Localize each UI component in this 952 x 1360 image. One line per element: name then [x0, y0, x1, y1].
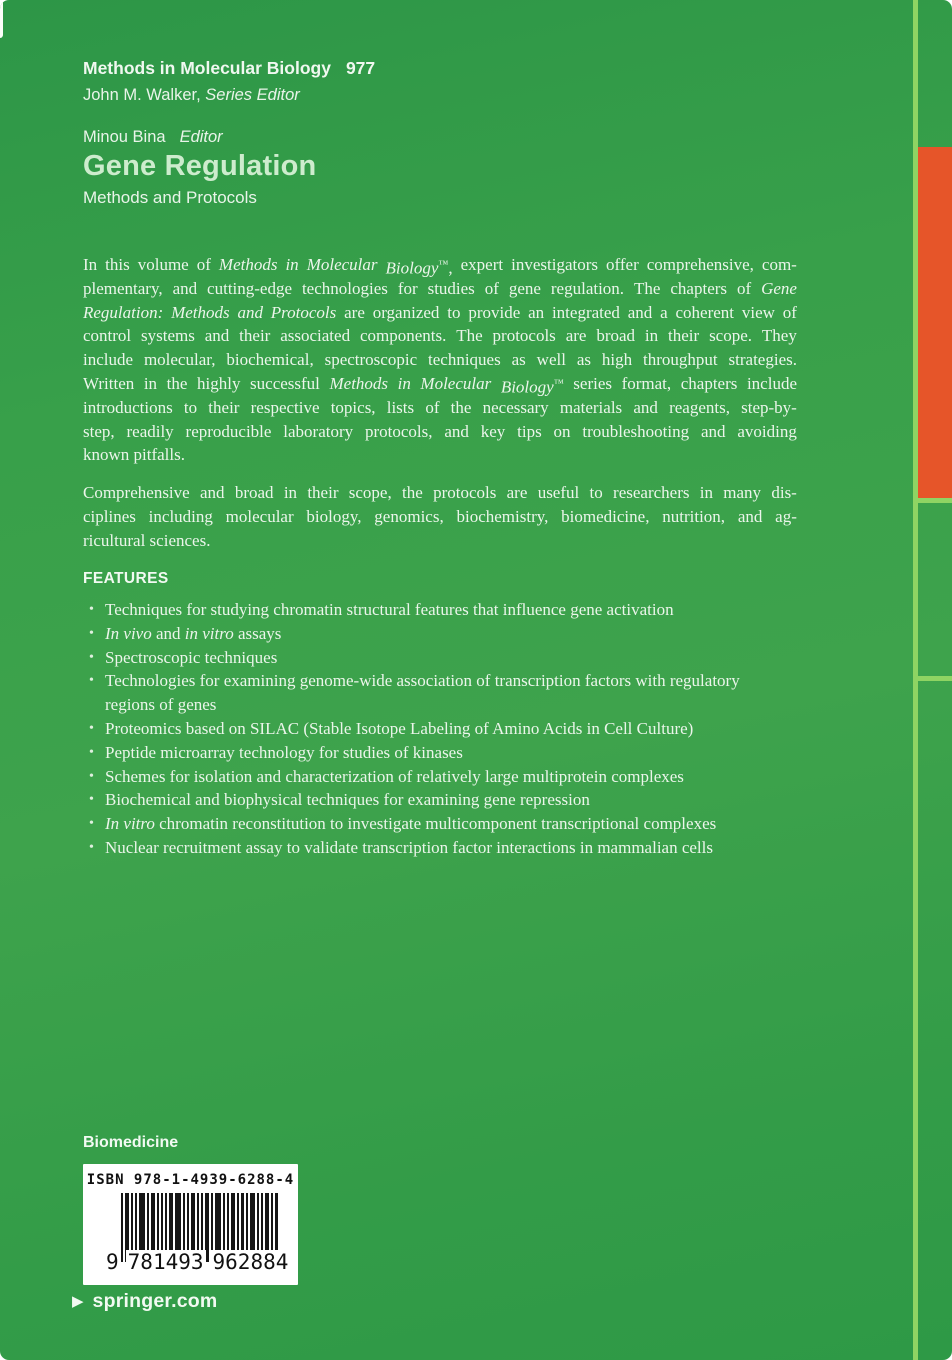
book-editor-name: Minou Bina	[83, 128, 166, 146]
feature-item: • Proteomics based on SILAC (Stable Isotope Labeling of Amino Acids in Cell Culture)	[83, 717, 755, 741]
text-line: Comprehensive and broad in their scope, the protocols are useful to researchers in many dis-	[83, 483, 797, 503]
feature-item: • Peptide microarray technology for studies of kinases	[83, 741, 755, 765]
bullet-icon: •	[89, 792, 94, 808]
text-line: known pitfalls.	[83, 445, 185, 465]
ean-digits	[104, 1250, 290, 1275]
text-line: plementary, and cutting-edge technologies for studies of gene regulation. The chapters of Gene	[83, 278, 797, 298]
header	[83, 58, 803, 208]
bullet-icon: •	[89, 839, 94, 855]
features-section	[83, 570, 783, 860]
paragraph	[83, 481, 797, 552]
feature-item: • Biochemical and biophysical techniques for examining gene repression	[83, 788, 755, 812]
feature-item: • In vivo and in vitro assays	[83, 622, 755, 646]
book-title: Gene Regulation	[83, 150, 317, 182]
text-line: In this volume of Methods in Molecular Biology™, expert investigators offer comprehensive, com-	[83, 255, 797, 278]
feature-item: • Schemes for isolation and characterization of relatively large multiprotein complexes	[83, 765, 755, 789]
features-heading: FEATURES	[83, 570, 169, 587]
feature-item: • Technologies for examining genome-wide association of transcription factors with regulatory regions of genes	[89, 671, 740, 715]
description	[83, 253, 797, 567]
text-line: introductions to their respective topics, lists of the necessary materials and reagents, step-by-	[83, 397, 797, 417]
text-line: ricultural sciences.	[83, 530, 211, 550]
bullet-icon: •	[89, 744, 94, 760]
feature-item: • Techniques for studying chromatin structural features that influence gene activation	[83, 598, 755, 622]
bullet-icon: •	[89, 768, 94, 784]
bullet-icon: •	[89, 673, 94, 689]
springer-label: springer.com	[92, 1290, 218, 1312]
text-line: control systems and their associated components. The protocols are broad in their scope. They	[83, 326, 797, 346]
bullet-icon: •	[89, 720, 94, 736]
ean-digit-group: 781493	[127, 1250, 204, 1274]
text-line: Written in the highly successful Methods in Molecular Biology™ series format, chapters include	[83, 373, 797, 397]
text-line: ciplines including molecular biology, genomics, biochemistry, biomedicine, nutrition, and ag-	[83, 506, 797, 526]
springer-brand	[72, 1290, 217, 1313]
page-edge-highlight	[0, 0, 3, 38]
text-line: step, readily reproducible laboratory protocols, and key tips on troubleshooting and avoiding	[83, 421, 797, 441]
book-editor-line	[83, 128, 803, 147]
category-label: Biomedicine	[83, 1134, 179, 1151]
series-number: 977	[345, 58, 376, 78]
bullet-icon: •	[89, 816, 94, 832]
features-list	[83, 598, 755, 860]
paragraph	[83, 253, 797, 467]
series-editor-line	[83, 86, 803, 105]
spine-divider-top	[913, 498, 952, 503]
bullet-icon: •	[89, 602, 94, 617]
spine-divider-bottom	[913, 676, 952, 681]
spine-orange-block	[918, 147, 952, 498]
bullet-icon: •	[89, 649, 94, 665]
ean-digit-group: 962884	[212, 1250, 289, 1274]
isbn-label: ISBN 978-1-4939-6288-4	[86, 1172, 295, 1188]
bullet-icon: •	[89, 625, 94, 641]
feature-item: • In vitro chromatin reconstitution to investigate multicomponent transcriptional complexes	[83, 812, 755, 836]
series-title-line	[83, 58, 803, 79]
series-editor-role: Series Editor	[205, 86, 300, 104]
text-line: include molecular, biochemical, spectroscopic techniques as well as high throughput strategies.	[83, 350, 797, 370]
feature-item: • Spectroscopic techniques	[83, 646, 755, 670]
feature-item: • Nuclear recruitment assay to validate transcription factor interactions in mammalian cells	[83, 836, 755, 860]
ean-digit-group: 9	[106, 1250, 119, 1274]
isbn-barcode	[83, 1164, 298, 1285]
book-subtitle: Methods and Protocols	[83, 188, 257, 207]
arrow-icon: ▶	[72, 1293, 84, 1310]
series-title: Methods in Molecular Biology	[83, 58, 331, 78]
book-editor-role: Editor	[179, 128, 223, 146]
series-editor-name: John M. Walker,	[83, 86, 201, 104]
text-line: Regulation: Methods and Protocols are organized to provide an integrated and a coherent view of	[83, 302, 797, 322]
